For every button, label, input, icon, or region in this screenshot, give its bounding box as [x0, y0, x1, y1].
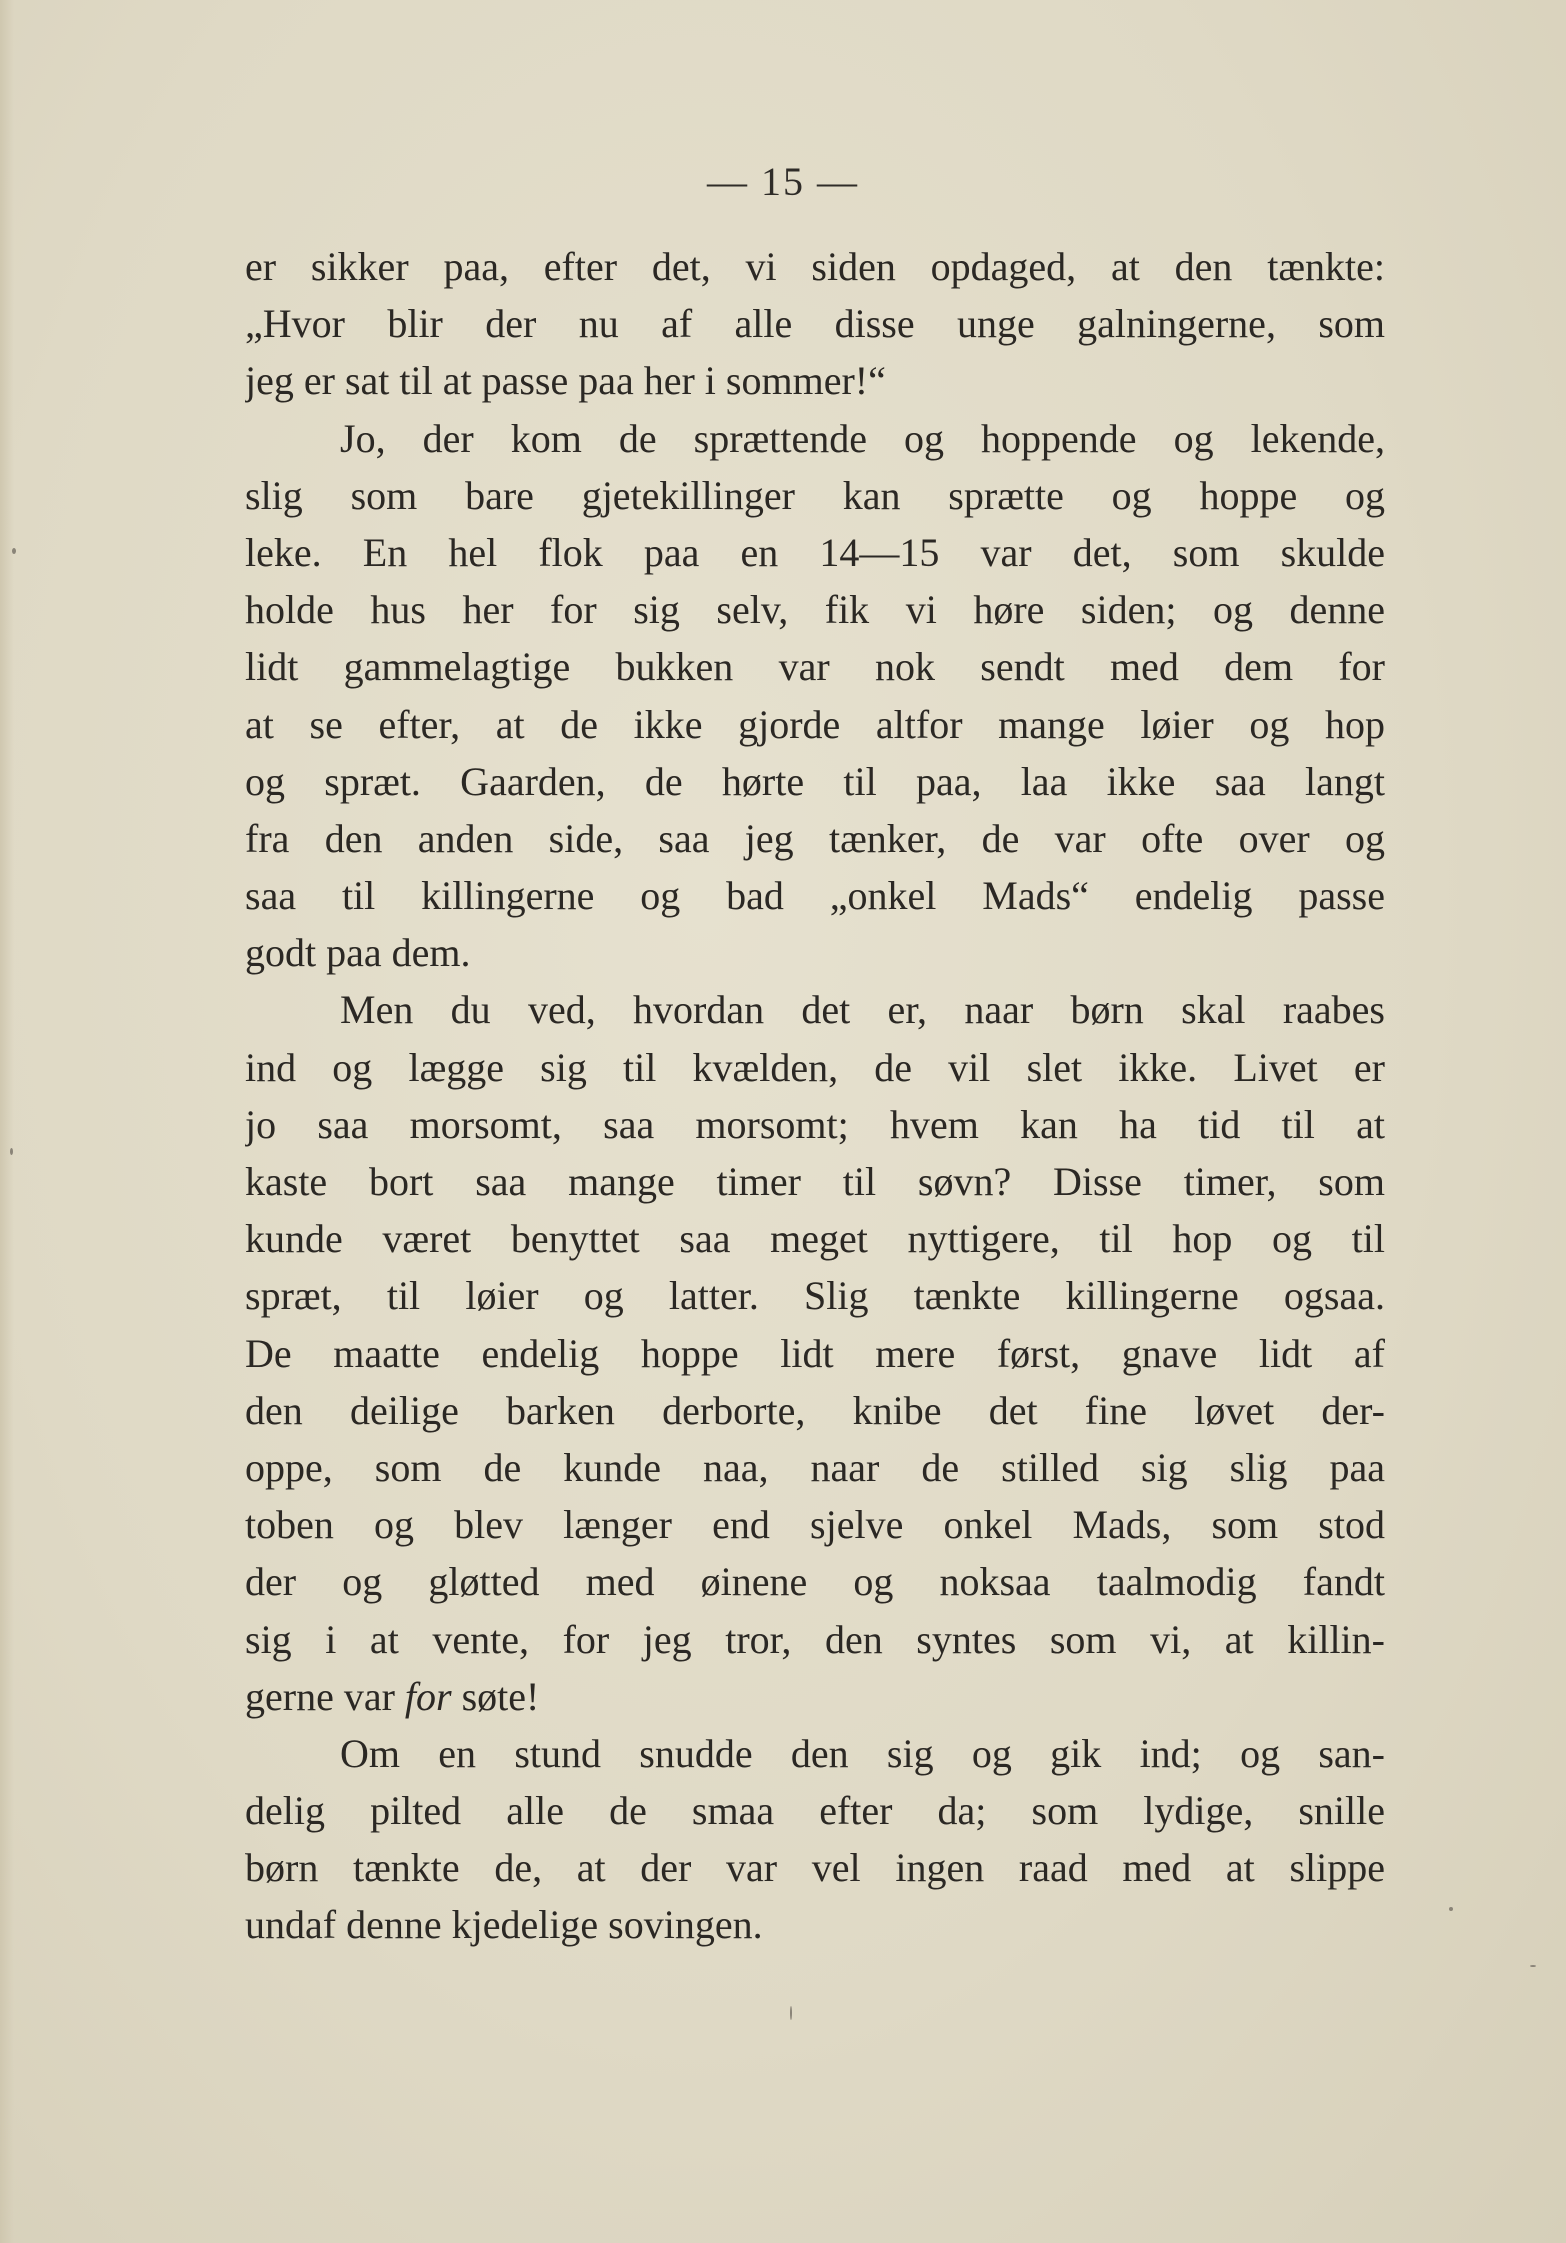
page-edge-shadow	[0, 0, 14, 2243]
text-line: er sikker paa, efter det, vi siden opdaged, at den tænkte:	[245, 244, 1385, 289]
text-line: jo saa morsomt, saa morsomt; hvem kan ha tid til at	[245, 1101, 1385, 1147]
paper-speck	[1530, 1965, 1536, 1967]
text-line: den deilige barken derborte, knibe det fine løvet der-	[245, 1387, 1385, 1433]
text-line: Jo, der kom de sprættende og hoppende og lekende,	[340, 415, 1385, 461]
paper-speck	[790, 2006, 792, 2020]
paper-speck	[1449, 1907, 1453, 1911]
text-line: ind og lægge sig til kvælden, de vil slet ikke. Livet er	[245, 1044, 1385, 1090]
paper-speck	[12, 548, 16, 554]
text-line: at se efter, at de ikke gjorde altfor mange løier og hop	[245, 701, 1385, 747]
text-line: oppe, som de kunde naa, naar de stilled sig slig paa	[245, 1444, 1385, 1490]
text-line: kaste bort saa mange timer til søvn? Disse timer, som	[245, 1159, 1385, 1204]
text-line: undaf denne kjedelige sovingen.	[245, 1902, 763, 1948]
text-line: sig i at vente, for jeg tror, den syntes som vi, at killin-	[245, 1616, 1385, 1662]
text-line: lidt gammelagtige bukken var nok sendt med dem for	[245, 644, 1385, 690]
paper-speck	[10, 1148, 13, 1155]
text-line: børn tænkte de, at der var vel ingen raad med at slippe	[245, 1845, 1385, 1891]
text-line: holde hus her for sig selv, fik vi høre siden; og denne	[245, 587, 1385, 633]
text-line: der og gløtted med øinene og noksaa taalmodig fandt	[245, 1559, 1385, 1605]
body-text	[245, 238, 1385, 1954]
text-line: toben og blev længer end sjelve onkel Mads, som stod	[245, 1502, 1385, 1548]
text-line: saa til killingerne og bad „onkel Mads“ endelig passe	[245, 873, 1385, 919]
text-line: godt paa dem.	[245, 930, 471, 976]
text-line: Om en stund snudde den sig og gik ind; og san-	[340, 1730, 1385, 1776]
text-line: „Hvor blir der nu af alle disse unge galningerne, som	[245, 301, 1385, 347]
page-number: — 15 —	[707, 159, 859, 204]
text-line: slig som bare gjetekillinger kan sprætte og hoppe og	[245, 472, 1385, 518]
text-line: og spræt. Gaarden, de hørte til paa, laa ikke saa langt	[245, 758, 1385, 804]
text-line: kunde været benyttet saa meget nyttigere, til hop og til	[245, 1216, 1385, 1262]
text-line: Men du ved, hvordan det er, naar børn skal raabes	[340, 987, 1385, 1033]
text-line: spræt, til løier og latter. Slig tænkte killingerne ogsaa.	[245, 1273, 1385, 1319]
text-line: fra den anden side, saa jeg tænker, de var ofte over og	[245, 815, 1385, 861]
text-line: delig pilted alle de smaa efter da; som lydige, snille	[245, 1788, 1385, 1834]
text-line: leke. En hel flok paa en 14—15 var det, som skulde	[245, 529, 1385, 575]
text-line: gerne var for søte!	[245, 1673, 540, 1719]
text-line: De maatte endelig hoppe lidt mere først, gnave lidt af	[245, 1330, 1385, 1376]
text-line: jeg er sat til at passe paa her i sommer!“	[245, 358, 886, 404]
